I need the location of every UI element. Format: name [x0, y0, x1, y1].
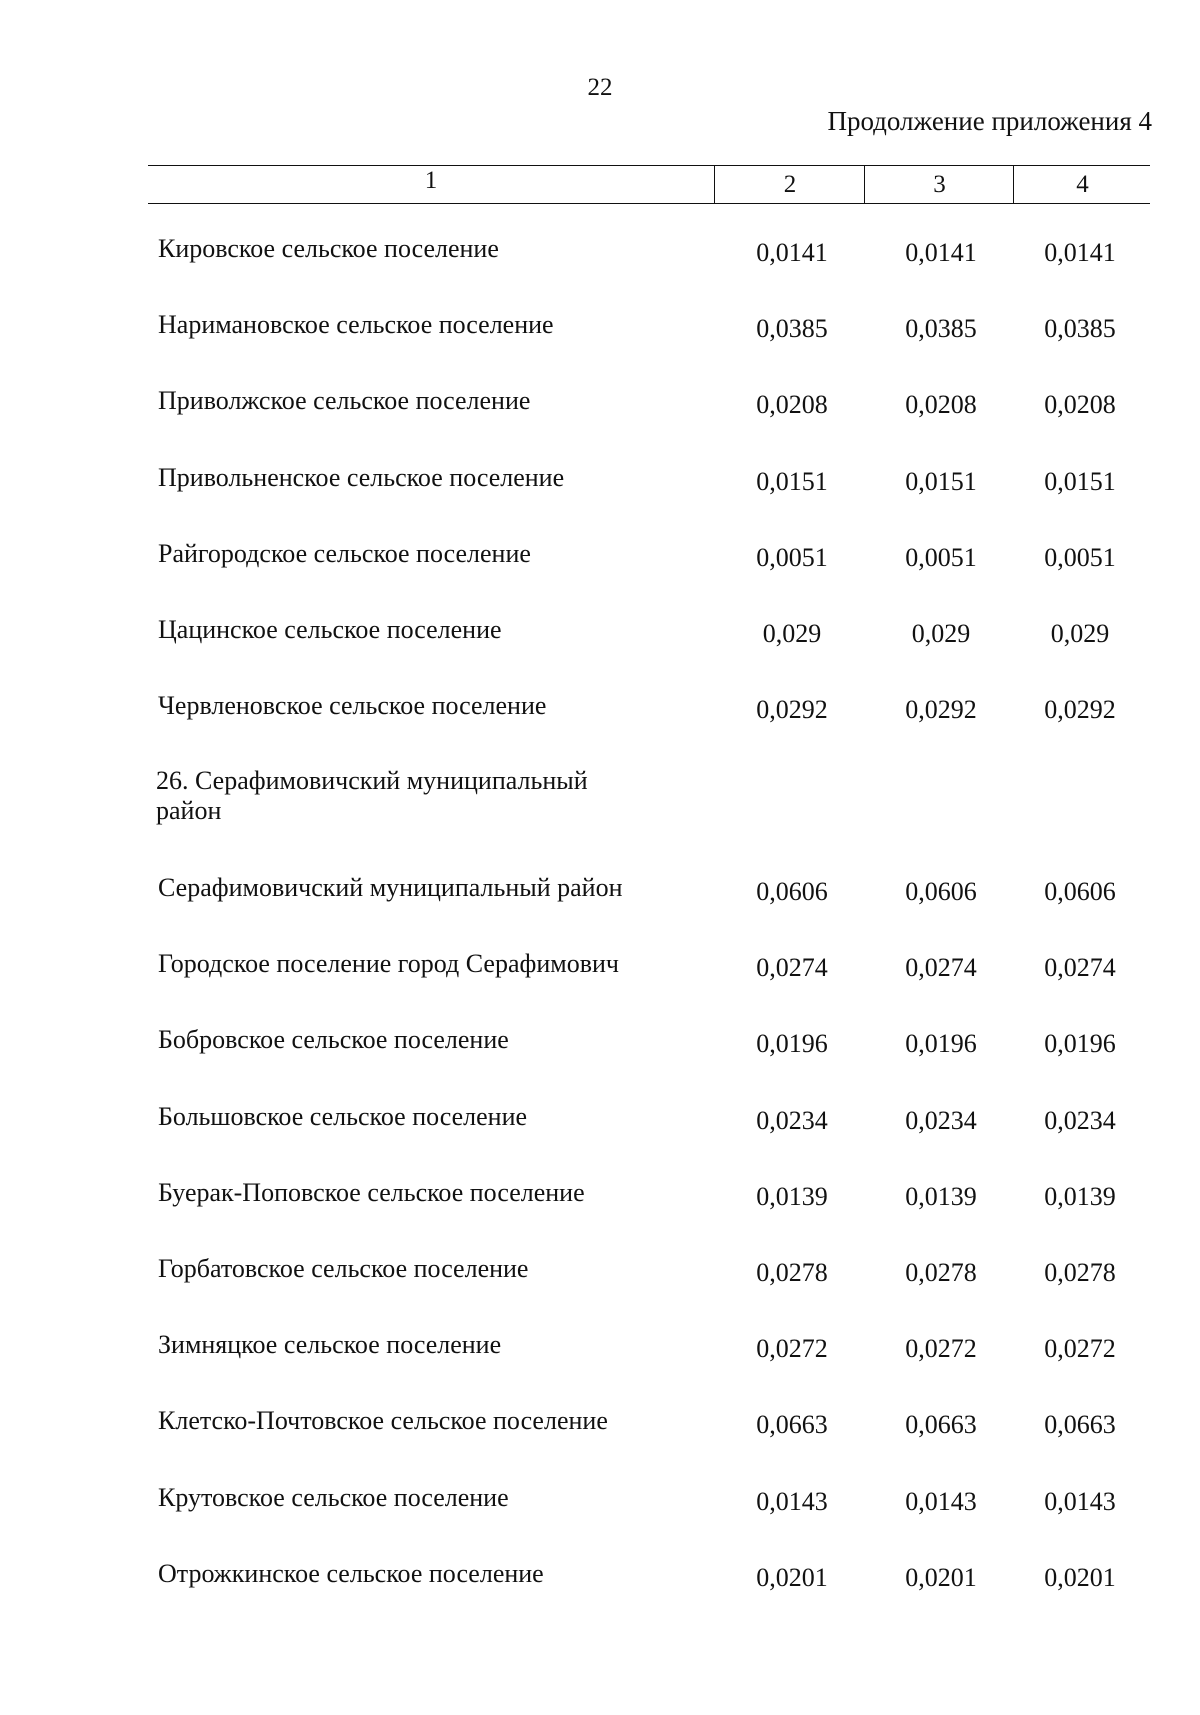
row-value-col2: 0,0272 — [756, 1334, 828, 1364]
row-name: Кировское сельское поселение — [158, 234, 499, 263]
row-value-col3: 0,0606 — [905, 877, 977, 906]
table-row — [0, 1025, 1200, 1065]
table-row — [0, 310, 1200, 350]
row-value-col2: 0,0385 — [756, 314, 828, 344]
row-name: Цацинское сельское поселение — [158, 615, 502, 644]
row-value-col3: 0,0143 — [905, 1486, 977, 1516]
table-row — [0, 1254, 1200, 1294]
column-header-2: 2 — [714, 165, 865, 204]
row-value-col4: 0,0278 — [1044, 1258, 1116, 1287]
row-value-col4: 0,0208 — [1044, 390, 1116, 420]
row-value-col3: 0,0151 — [905, 466, 977, 496]
table-row — [0, 463, 1200, 503]
row-value-col4: 0,0151 — [1044, 466, 1116, 496]
row-value-col4: 0,029 — [1050, 619, 1110, 648]
row-value-col4: 0,0139 — [1044, 1181, 1116, 1211]
row-value-col4: 0,0272 — [1044, 1334, 1116, 1364]
row-name: Приволжское сельское поселение — [158, 386, 531, 416]
row-name: Горбатовское сельское поселение — [158, 1254, 529, 1283]
row-value-col2: 0,0143 — [756, 1486, 828, 1516]
row-value-col4: 0,0385 — [1044, 314, 1116, 344]
row-value-col2: 0,0274 — [756, 953, 828, 983]
continuation-label: Продолжение приложения 4 — [827, 106, 1152, 136]
table-row — [0, 615, 1200, 655]
row-value-col3: 0,0208 — [905, 390, 977, 420]
row-value-col4: 0,0292 — [1044, 695, 1116, 725]
row-name: Отрожкинское сельское поселение — [158, 1558, 544, 1588]
row-name: Городское поселение город Серафимович — [158, 949, 619, 979]
row-value-col2: 0,0201 — [756, 1562, 828, 1592]
column-header-4: 4 — [1013, 165, 1151, 204]
row-value-col2: 0,0663 — [756, 1410, 828, 1440]
row-value-col2: 0,0151 — [756, 466, 828, 496]
row-value-col2: 0,0141 — [756, 238, 828, 267]
row-value-col3: 0,0141 — [905, 238, 977, 267]
column-header-3: 3 — [864, 165, 1014, 204]
row-value-col2: 0,0292 — [756, 695, 828, 725]
table-row — [0, 1559, 1200, 1599]
row-value-col2: 0,0051 — [756, 542, 828, 572]
row-value-col4: 0,0196 — [1044, 1029, 1116, 1059]
row-name: Большовское сельское поселение — [158, 1101, 528, 1131]
row-value-col4: 0,0274 — [1044, 953, 1116, 983]
row-value-col2: 0,029 — [762, 619, 822, 648]
row-value-col2: 0,0139 — [756, 1181, 828, 1211]
table-row — [0, 873, 1200, 913]
column-header-1: 1 — [424, 167, 438, 194]
row-name: Наримановское сельское поселение — [158, 310, 554, 340]
row-value-col4: 0,0051 — [1044, 542, 1116, 572]
row-value-col3: 0,0272 — [905, 1334, 977, 1364]
row-name: Червленовское сельское поселение — [158, 691, 547, 721]
row-name: Райгородское сельское поселение — [158, 538, 531, 568]
table-row — [0, 1330, 1200, 1370]
page-number: 22 — [587, 74, 613, 101]
row-name: Крутовское сельское поселение — [158, 1482, 509, 1512]
row-value-col3: 0,0292 — [905, 695, 977, 725]
row-name: Бобровское сельское поселение — [158, 1025, 509, 1055]
row-value-col2: 0,0606 — [756, 877, 828, 906]
row-value-col4: 0,0606 — [1044, 877, 1116, 906]
row-value-col3: 0,0201 — [905, 1562, 977, 1592]
section-heading: 26. Серафимовичский муниципальный район — [156, 766, 588, 825]
row-value-col3: 0,0051 — [905, 542, 977, 572]
row-name: Привольненское сельское поселение — [158, 462, 565, 492]
row-value-col3: 0,0234 — [905, 1105, 977, 1135]
row-name: Буерак-Поповское сельское поселение — [158, 1177, 585, 1207]
row-value-col4: 0,0663 — [1044, 1410, 1116, 1440]
table-row — [0, 539, 1200, 579]
row-value-col2: 0,0234 — [756, 1105, 828, 1135]
row-value-col3: 0,0139 — [905, 1181, 977, 1211]
table-header — [148, 165, 1150, 204]
table-row — [0, 1483, 1200, 1523]
row-value-col4: 0,0201 — [1044, 1562, 1116, 1592]
table-row — [0, 691, 1200, 731]
table-row — [0, 1406, 1200, 1446]
row-value-col3: 0,0196 — [905, 1029, 977, 1059]
row-value-col3: 0,0278 — [905, 1258, 977, 1287]
row-value-col4: 0,0234 — [1044, 1105, 1116, 1135]
row-value-col2: 0,0278 — [756, 1258, 828, 1287]
row-value-col3: 0,0385 — [905, 314, 977, 344]
row-value-col2: 0,0208 — [756, 390, 828, 420]
row-name: Клетско-Почтовское сельское поселение — [158, 1406, 608, 1436]
header-bottom-rule — [148, 203, 1150, 204]
row-value-col3: 0,029 — [911, 619, 971, 648]
row-value-col4: 0,0141 — [1044, 238, 1116, 267]
table-row — [0, 1102, 1200, 1142]
row-value-col2: 0,0196 — [756, 1029, 828, 1059]
row-name: Серафимовичский муниципальный район — [158, 873, 623, 902]
table-row — [0, 234, 1200, 274]
row-value-col3: 0,0274 — [905, 953, 977, 983]
row-value-col3: 0,0663 — [905, 1410, 977, 1440]
table-row — [0, 386, 1200, 426]
table-row — [0, 1178, 1200, 1218]
row-value-col4: 0,0143 — [1044, 1486, 1116, 1516]
table-row — [0, 949, 1200, 989]
row-name: Зимняцкое сельское поселение — [158, 1330, 502, 1360]
